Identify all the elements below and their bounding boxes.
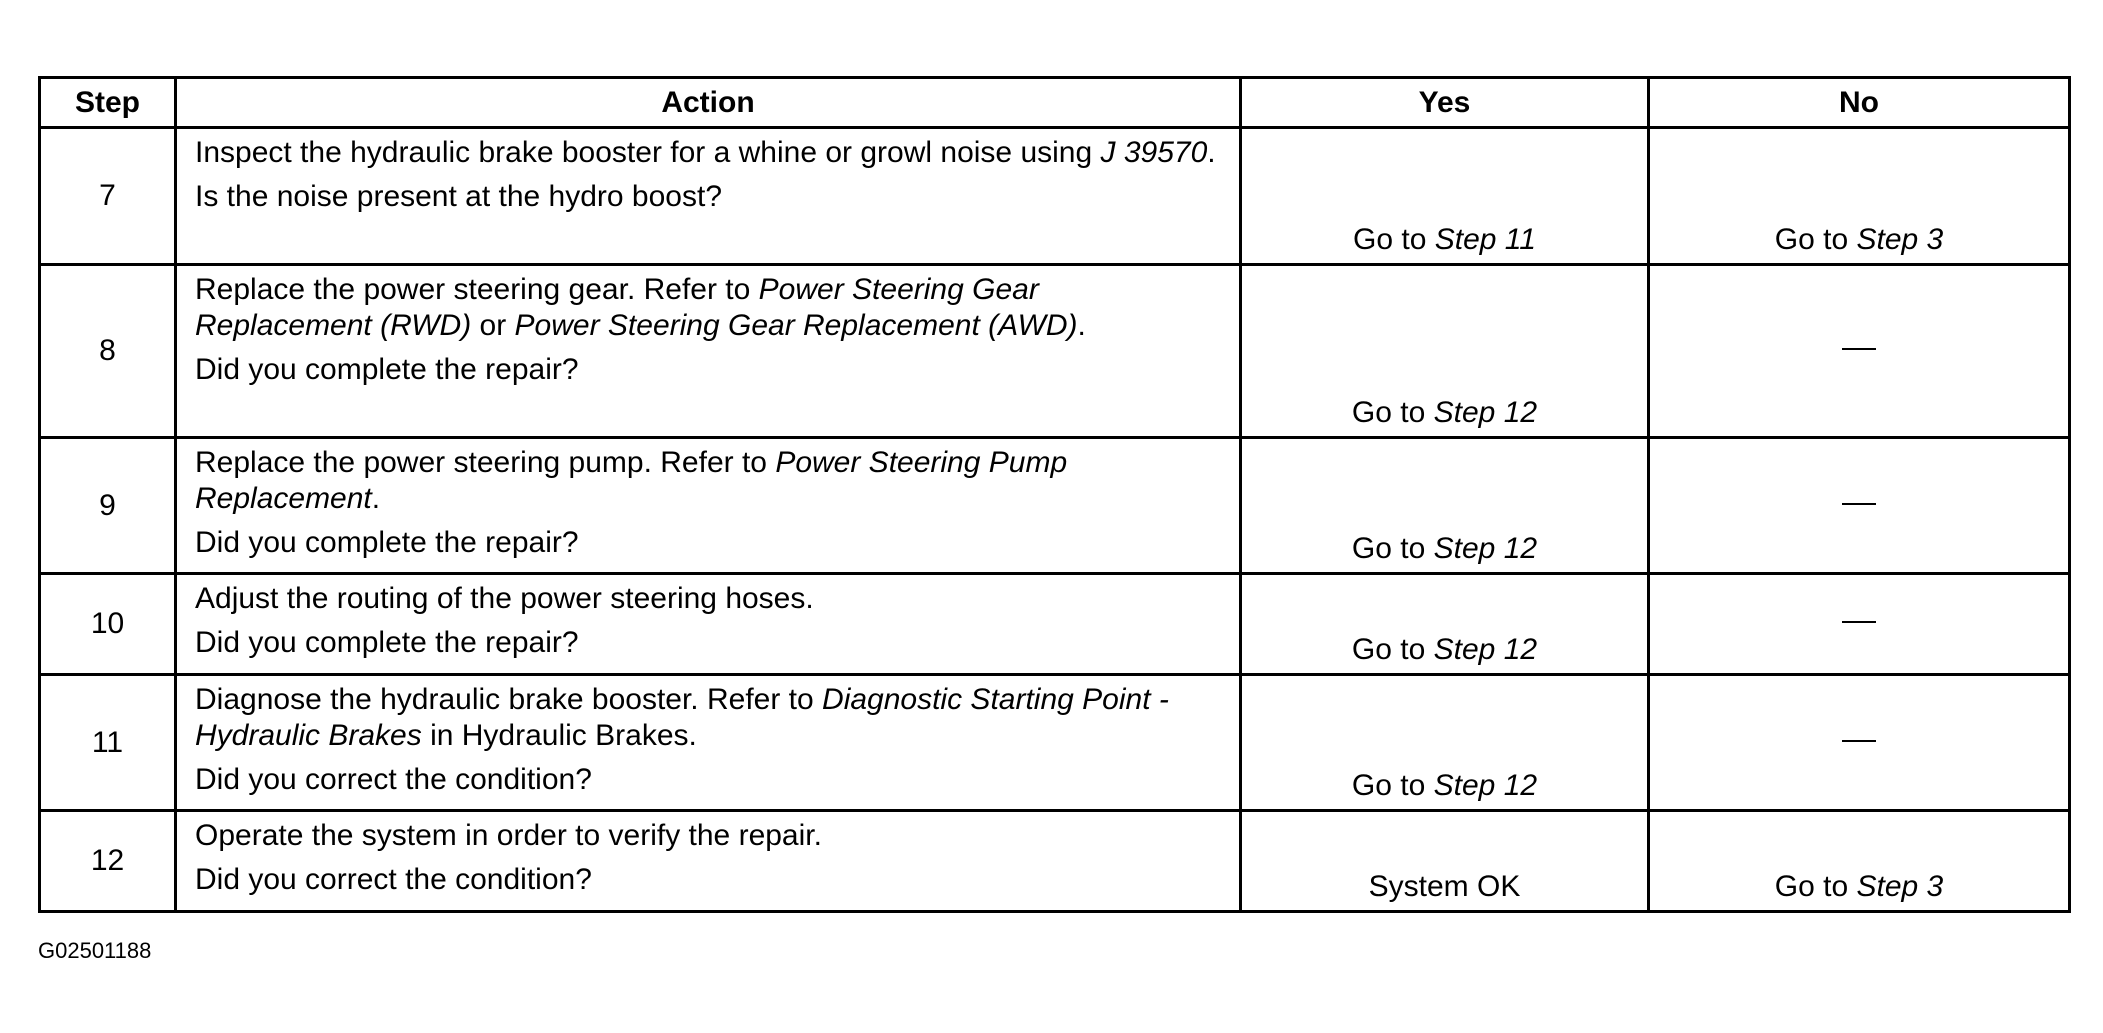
table-row [40,811,2070,912]
diagnostic-table [38,76,2071,913]
header-row [40,78,2070,128]
action-question: Did you complete the repair? [195,526,579,559]
instruction-text: . [1077,309,1086,342]
not-applicable-dash [1842,503,1876,505]
step-reference: Step 12 [1433,769,1538,802]
step-reference: Step 12 [1433,532,1538,565]
instruction-text: . [1207,136,1216,169]
action-instruction [195,135,1223,171]
action-instruction [195,682,1223,754]
header-no: No [1649,78,2070,128]
no-result [1649,128,2070,265]
yes-result-text: System OK [1368,870,1521,903]
header-yes: Yes [1241,78,1649,128]
goto-prefix: Go to [1351,633,1434,666]
table-row [40,128,2070,265]
table-row [40,675,2070,811]
step-number: 9 [40,438,176,574]
action-question: Is the noise present at the hydro boost? [195,180,723,213]
action-question: Did you complete the repair? [195,353,579,386]
table-row [40,574,2070,675]
action-question: Did you complete the repair? [195,626,579,659]
yes-result [1241,128,1649,265]
reference-text: Power Steering Gear Replacement (AWD) [514,309,1078,342]
step-reference: Step 11 [1434,223,1536,256]
yes-result [1241,265,1649,438]
action-instruction [195,272,1223,344]
step-reference: Step 12 [1433,633,1538,666]
yes-result [1241,811,1649,912]
table-row [40,438,2070,574]
not-applicable-dash [1842,348,1876,350]
goto-prefix: Go to [1351,532,1434,565]
action-instruction [195,445,1223,517]
goto-prefix: Go to [1774,870,1857,903]
no-result [1649,811,2070,912]
no-result [1649,438,2070,574]
header-step: Step [40,78,176,128]
reference-text: Power Steering Pump Replacement [195,446,1068,515]
table-row [40,265,2070,438]
yes-result [1241,675,1649,811]
goto-prefix: Go to [1353,223,1435,256]
action-instruction [195,581,1223,617]
step-reference: Step 3 [1856,223,1944,256]
step-reference: Step 3 [1856,870,1944,903]
instruction-text: or [471,309,515,342]
not-applicable-dash [1842,621,1876,623]
action-cell [176,128,1241,265]
action-instruction [195,818,1223,854]
action-cell [176,574,1241,675]
action-cell [176,811,1241,912]
goto-prefix: Go to [1351,396,1434,429]
step-number: 11 [40,675,176,811]
instruction-text: Replace the power steering pump. Refer to [195,446,776,479]
action-cell [176,438,1241,574]
not-applicable-dash [1842,740,1876,742]
no-result [1649,574,2070,675]
reference-text: Diagnostic Starting Point - Hydraulic Brakes [195,683,1169,752]
instruction-text: Replace the power steering gear. Refer to [195,273,759,306]
instruction-text: . [371,482,381,515]
action-cell [176,675,1241,811]
instruction-text: in Hydraulic Brakes. [421,719,697,752]
yes-result [1241,574,1649,675]
instruction-text: Operate the system in order to verify the repair. [195,819,822,852]
action-question: Did you correct the condition? [195,763,592,796]
reference-text: J 39570 [1100,136,1208,169]
no-result [1649,675,2070,811]
step-number: 12 [40,811,176,912]
table-body [40,128,2070,912]
goto-prefix: Go to [1774,223,1857,256]
instruction-text: Inspect the hydraulic brake booster for a whine or growl noise using [195,136,1101,169]
step-number: 7 [40,128,176,265]
figure-id: G02501188 [38,938,152,963]
action-question: Did you correct the condition? [195,863,592,896]
header-action: Action [176,78,1241,128]
action-cell [176,265,1241,438]
instruction-text: Adjust the routing of the power steering hoses. [195,582,814,615]
goto-prefix: Go to [1351,769,1434,802]
step-number: 10 [40,574,176,675]
no-result [1649,265,2070,438]
step-reference: Step 12 [1433,396,1538,429]
yes-result [1241,438,1649,574]
instruction-text: Diagnose the hydraulic brake booster. Refer to [195,683,823,716]
reference-text: Power Steering Gear Replacement (RWD) [195,273,1039,342]
step-number: 8 [40,265,176,438]
